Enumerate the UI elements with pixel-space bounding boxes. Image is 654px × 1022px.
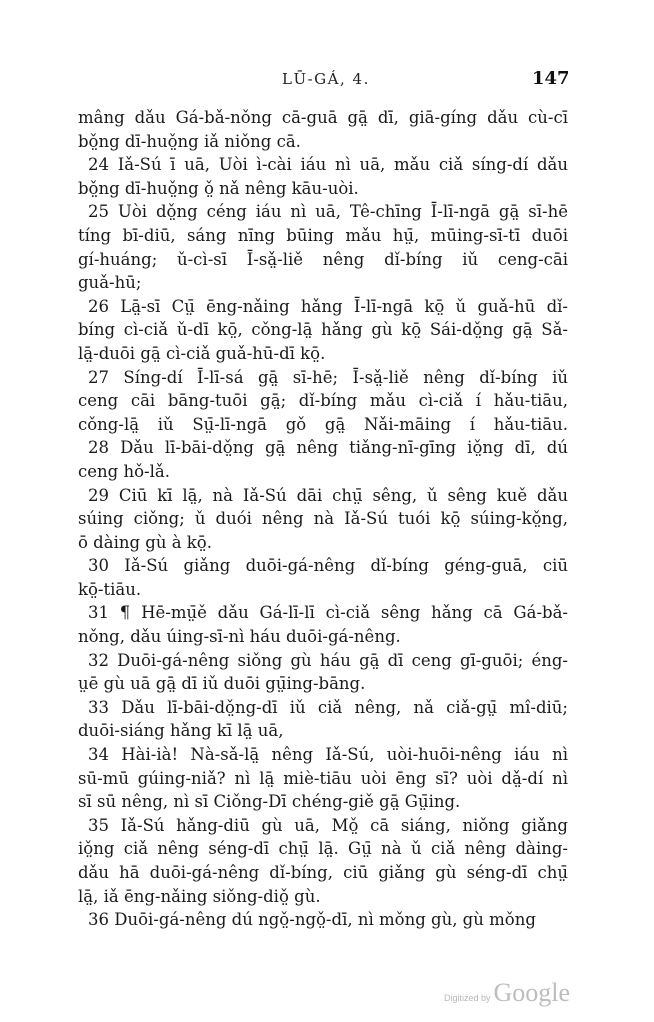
text-line: 29 Ciū kī lā̤, nà Iǎ-Sú dāi chṳ̄ sêng, ǔ sêng kuě dǎu <box>88 485 568 505</box>
text-line: bǒ̤ng dī-huǒ̤ng iǎ niǒng cā. <box>78 131 301 151</box>
text-line: bíng cì-ciǎ ǔ-dī kō̤, cǒng-lā̤ hǎng gù kō̤ Sái-dǒ̤ng gā̤ Sǎ- <box>78 320 568 340</box>
text-line: 31 ¶ Hē-mṳ̄ě dǎu Gá-lī-lī cì-ciǎ sêng hǎng cā Gá-bǎ- <box>88 603 568 623</box>
text-line: sū-mū gúing-niǎ? nì lā̤ miè-tiāu uòi ēng sī? uòi dǎ̤-dí nì <box>78 768 568 788</box>
text-line: ō dàing gù à kō̤. <box>78 532 212 552</box>
text-line: 33 Dǎu lī-bāi-dǒ̤ng-dī iǔ ciǎ nêng, nǎ ciǎ-gṳ̄ mî-diū; <box>88 697 568 717</box>
text-line: dǎu hā duōi-gá-nêng dǐ-bíng, ciū giǎng gù séng-dī chṳ̄ <box>78 863 568 882</box>
text-line: 24 Iǎ-Sú ī uā, Uòi ì-cài iáu nì uā, mǎu ciǎ síng-dí dǎu <box>88 155 568 175</box>
digitized-watermark <box>444 978 570 1008</box>
text-line: 36 Duōi-gá-nêng dú ngǒ̤-ngǒ̤-dī, nì mǒng gù, gù mǒng <box>88 910 536 930</box>
running-head: LŪ-GÁ, 4. <box>282 70 370 88</box>
text-line: bǒ̤ng dī-huǒ̤ng ǒ̤ nǎ nêng kāu-uòi. <box>78 178 359 198</box>
page-number: 147 <box>532 68 570 89</box>
text-line: 27 Síng-dí Ī-lī-sá gā̤ sī-hē; Ī-sǎ̤-liě nêng dǐ-bíng iǔ <box>88 367 568 387</box>
text-line: nǒng, dǎu úing-sī-nì háu duōi-gá-nêng. <box>78 627 401 647</box>
text-line: duōi-siáng hǎng kī lā̤ uā, <box>78 721 284 741</box>
text-line: ṳē gù uā gā̤ dī iǔ duōi gṳ̄ing-bāng. <box>78 674 366 694</box>
text-line: lā̤-duōi gā̤ cì-ciǎ guǎ-hū-dī kō̤. <box>78 343 326 363</box>
text-line: 35 Iǎ-Sú hǎng-diū gù uā, Mǒ̤ cā siáng, niǒng giǎng <box>88 815 568 835</box>
body-text <box>78 106 568 932</box>
text-line: guǎ-hū; <box>78 273 142 293</box>
text-line: kō̤-tiāu. <box>78 579 142 599</box>
text-line: sī sū nêng, nì sī Ciǒng-Dī chéng-giě gā̤ Gṳ̄ing. <box>78 792 461 812</box>
watermark-caption: Digitized by <box>444 993 491 1003</box>
text-line: lā̤, iǎ ēng-nǎing siǒng-diǒ̤ gù. <box>78 886 321 906</box>
text-line: 26 Lā̤-sī Cṳ̄ ēng-nǎing hǎng Ī-lī-ngā kō̤ ǔ guǎ-hū dǐ- <box>88 296 568 316</box>
text-line: tíng bī-diū, sáng nīng būing mǎu hṳ̄, mūing-sī-tī duōi <box>78 225 568 245</box>
text-line: gí-huáng; ǔ-cì-sī Ī-sǎ̤-liě nêng dǐ-bíng iǔ ceng-cāi <box>78 249 568 269</box>
text-line: súing ciǒng; ǔ duói nêng nà Iǎ-Sú tuói kō̤ súing-kǒ̤ng, <box>78 509 568 529</box>
text-line: 25 Uòi dǒ̤ng céng iáu nì uā, Tê-chīng Ī-lī-ngā gā̤ sī-hē <box>88 202 568 222</box>
text-line: 32 Duōi-gá-nêng siǒng gù háu gā̤ dī ceng gī-guōi; éng- <box>88 650 568 670</box>
text-line: mâng dǎu Gá-bǎ-nǒng cā-guā gā̤ dī, giā-gíng dǎu cù-cī <box>78 108 568 127</box>
text-line: ceng cāi bāng-tuōi gā̤; dǐ-bíng mǎu cì-ciǎ í hǎu-tiāu, <box>78 391 568 411</box>
text-line: 28 Dǎu lī-bāi-dǒ̤ng gā̤ nêng tiǎng-nī-gīng iǒ̤ng dī, dú <box>88 438 568 458</box>
text-line: iǒ̤ng ciǎ nêng séng-dī chṳ̄ lā̤. Gṳ̄ nà ǔ ciǎ nêng dàing- <box>78 839 568 859</box>
text-line: 34 Hài-ià! Nà-sǎ-lā̤ nêng Iǎ-Sú, uòi-huōi-nêng iáu nì <box>88 745 568 765</box>
text-line: ceng hǒ-lǎ. <box>78 461 170 481</box>
google-logo: Google <box>493 978 571 1007</box>
text-line: cǒng-lā̤ iǔ Sṳ̄-lī-ngā gǒ gā̤ Nǎi-māing í hǎu-tiāu. <box>78 414 568 434</box>
text-line: 30 Iǎ-Sú giǎng duōi-gá-nêng dǐ-bíng géng-guā, ciū <box>88 556 568 576</box>
